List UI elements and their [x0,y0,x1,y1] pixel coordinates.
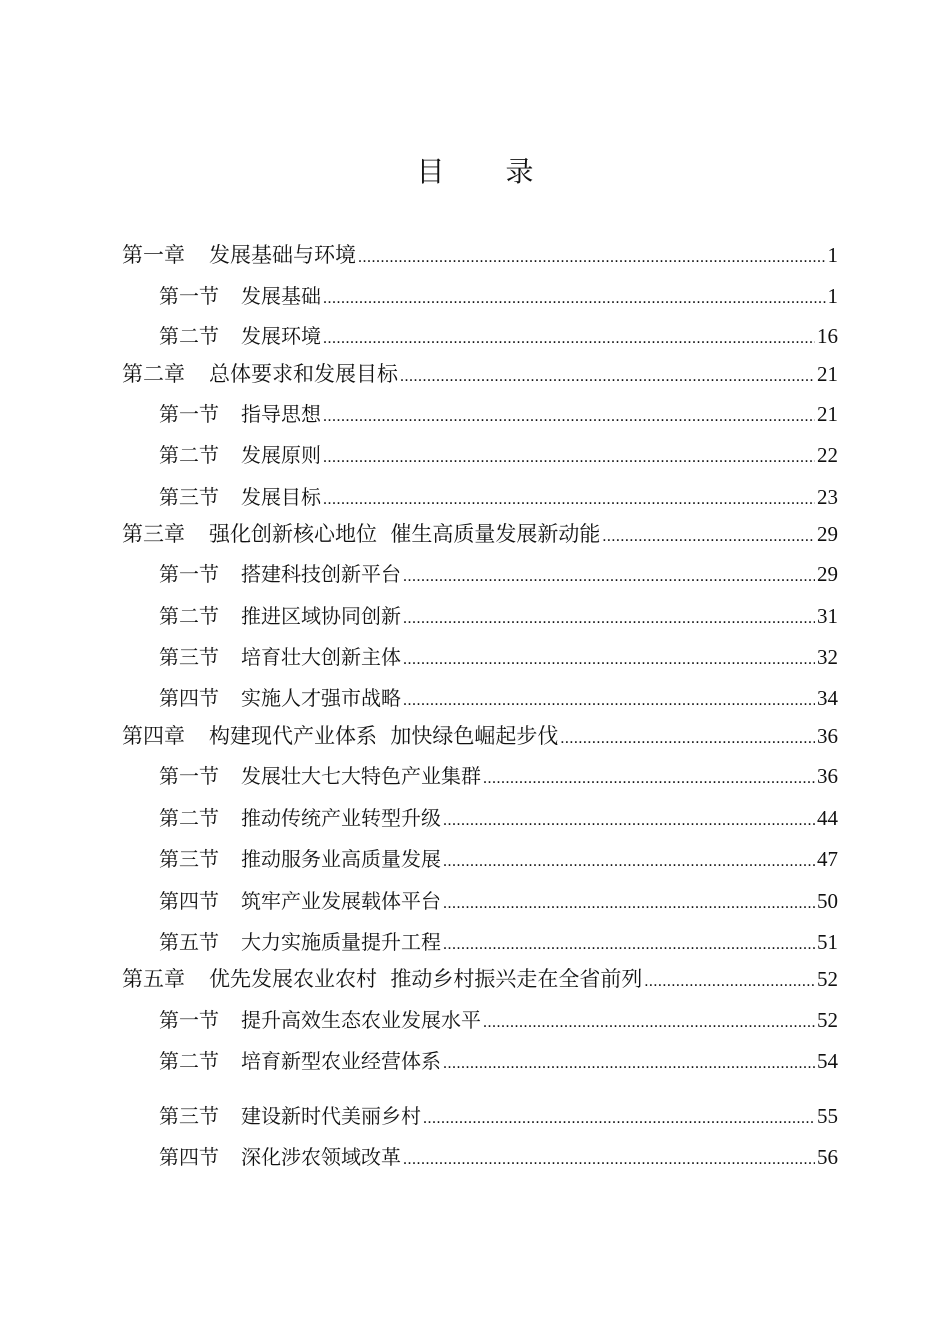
dot-leader [483,1008,815,1038]
dot-leader [443,1049,815,1079]
chapter-title: 总体要求和发展目标 [209,362,398,386]
page-number: 23 [817,485,838,509]
dot-leader [443,806,815,836]
dot-leader [403,1145,815,1175]
page-number: 22 [817,443,838,467]
section-title: 推动传统产业转型升级 [241,806,441,830]
dot-leader [443,889,815,919]
section-title: 培育新型农业经营体系 [241,1049,441,1073]
dot-leader [423,1104,815,1134]
page-number: 36 [817,764,838,788]
dot-leader [323,485,815,515]
toc-chapter-4[interactable] [122,721,838,751]
toc-section-4-2[interactable] [159,803,838,833]
toc-chapter-2[interactable] [122,359,838,389]
chapter-number: 第一章 [122,243,185,267]
section-number: 第四节 [159,889,219,913]
chapter-title: 发展基础与环境 [209,243,356,267]
section-number: 第二节 [159,604,219,628]
page-number: 21 [817,402,838,426]
section-title: 实施人才强市战略 [241,686,401,710]
chapter-number: 第五章 [122,967,185,991]
section-number: 第一节 [159,562,219,586]
page-number: 34 [817,686,838,710]
page-number: 50 [817,889,838,913]
section-title: 发展目标 [241,485,321,509]
toc-section-4-4[interactable] [159,886,838,916]
dot-leader [323,324,815,354]
section-title: 大力实施质量提升工程 [241,930,441,954]
dot-leader [403,645,815,675]
section-number: 第三节 [159,1104,219,1128]
section-number: 第三节 [159,847,219,871]
page-number: 29 [817,522,838,546]
page-number: 54 [817,1049,838,1073]
chapter-title: 强化创新核心地位 催生高质量发展新动能 [209,522,601,546]
dot-leader [443,847,815,877]
section-title: 搭建科技创新平台 [241,562,401,586]
dot-leader [560,724,815,754]
dot-leader [323,284,826,314]
section-title: 发展原则 [241,443,321,467]
toc-section-1-1[interactable] [159,281,838,311]
section-number: 第三节 [159,485,219,509]
toc-chapter-1[interactable] [122,240,838,270]
section-title: 发展基础 [241,284,321,308]
toc-section-1-2[interactable] [159,321,838,351]
section-title: 培育壮大创新主体 [241,645,401,669]
chapter-number: 第四章 [122,724,185,748]
dot-leader [323,402,815,432]
section-title: 筑牢产业发展载体平台 [241,889,441,913]
toc-section-3-3[interactable] [159,642,838,672]
section-number: 第四节 [159,1145,219,1169]
toc-section-5-3[interactable] [159,1101,838,1131]
dot-leader [403,604,815,634]
chapter-title: 构建现代产业体系 加快绿色崛起步伐 [209,724,559,748]
section-title: 发展环境 [241,324,321,348]
page-number: 32 [817,645,838,669]
page-number: 52 [817,1008,838,1032]
page-number: 36 [817,724,838,748]
page-title: 目 录 [416,155,560,188]
section-number: 第四节 [159,686,219,710]
chapter-title: 优先发展农业农村 推动乡村振兴走在全省前列 [209,967,643,991]
page-number: 16 [817,324,838,348]
dot-leader [323,443,815,473]
toc-section-5-1[interactable] [159,1005,838,1035]
toc-section-4-3[interactable] [159,844,838,874]
section-title: 指导思想 [241,402,321,426]
section-number: 第二节 [159,1049,219,1073]
section-title: 发展壮大七大特色产业集群 [241,764,481,788]
toc-section-3-1[interactable] [159,559,838,589]
page-number: 51 [817,930,838,954]
chapter-number: 第三章 [122,522,185,546]
toc-chapter-5[interactable] [122,964,838,994]
toc-section-2-3[interactable] [159,482,838,512]
toc-section-4-1[interactable] [159,761,838,791]
toc-section-3-4[interactable] [159,683,838,713]
toc-section-3-2[interactable] [159,601,838,631]
page-number: 55 [817,1104,838,1128]
dot-leader [644,967,815,997]
section-number: 第一节 [159,284,219,308]
page-number: 47 [817,847,838,871]
section-number: 第一节 [159,402,219,426]
chapter-number: 第二章 [122,362,185,386]
dot-leader [443,930,815,960]
dot-leader [403,562,815,592]
section-number: 第五节 [159,930,219,954]
section-title: 提升高效生态农业发展水平 [241,1008,481,1032]
page-number: 44 [817,806,838,830]
section-number: 第一节 [159,1008,219,1032]
section-number: 第二节 [159,806,219,830]
page-number: 29 [817,562,838,586]
section-title: 推进区域协同创新 [241,604,401,628]
page-number: 1 [827,284,838,308]
page-number: 31 [817,604,838,628]
section-number: 第二节 [159,443,219,467]
section-title: 建设新时代美丽乡村 [241,1104,421,1128]
dot-leader [403,686,815,716]
toc-section-4-5[interactable] [159,927,838,957]
section-number: 第二节 [159,324,219,348]
dot-leader [400,362,815,392]
toc-section-5-4[interactable] [159,1142,838,1172]
section-number: 第一节 [159,764,219,788]
toc-section-2-2[interactable] [159,440,838,470]
toc-section-5-2[interactable] [159,1046,838,1076]
toc-section-2-1[interactable] [159,399,838,429]
page-number: 21 [817,362,838,386]
dot-leader [602,522,815,552]
page-number: 1 [827,243,838,267]
dot-leader [483,764,815,794]
section-title: 推动服务业高质量发展 [241,847,441,871]
page-number: 56 [817,1145,838,1169]
page-number: 52 [817,967,838,991]
toc-chapter-3[interactable] [122,519,838,549]
section-title: 深化涉农领域改革 [241,1145,401,1169]
dot-leader [358,243,826,273]
section-number: 第三节 [159,645,219,669]
